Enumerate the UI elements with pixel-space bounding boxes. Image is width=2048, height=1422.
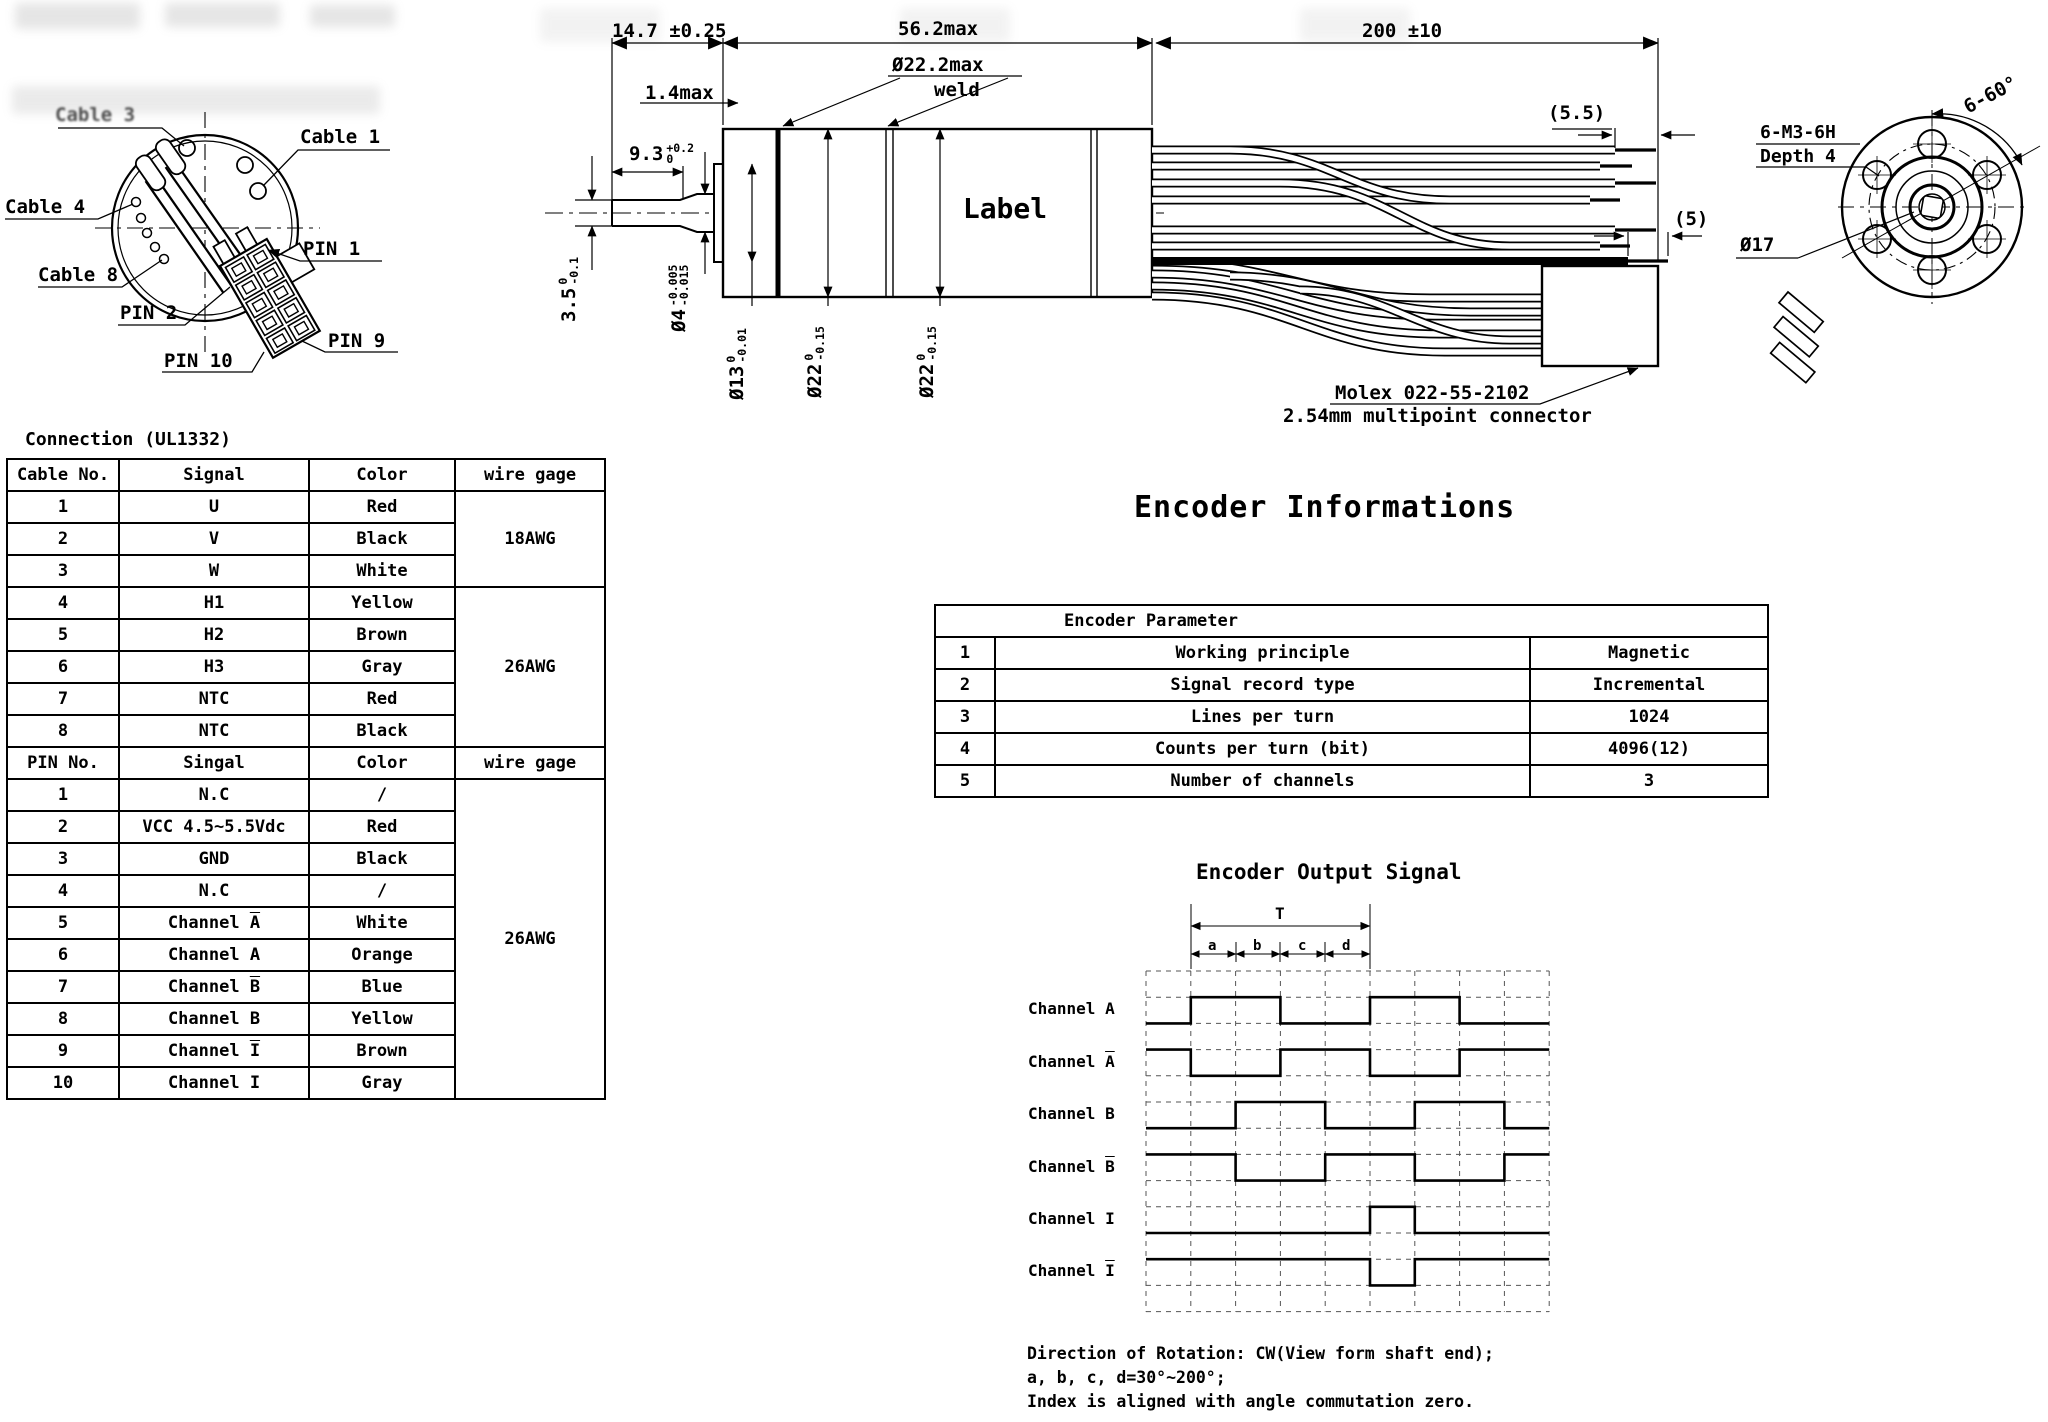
dim-200: 200 ±10 bbox=[1362, 20, 1443, 42]
motor-wire-bundle bbox=[1152, 150, 1668, 261]
signal-cell: H3 bbox=[119, 651, 309, 683]
param-name-cell: Number of channels bbox=[995, 765, 1530, 797]
encoder-parameter-table bbox=[934, 604, 1769, 798]
dim-1-4: 1.4max bbox=[645, 82, 714, 104]
pin-row bbox=[7, 779, 605, 811]
param-table-title-cell: Encoder Parameter bbox=[935, 605, 1768, 637]
pin-no-cell: 9 bbox=[7, 1035, 119, 1067]
header-cell: Singal bbox=[119, 747, 309, 779]
header-cell: wire gage bbox=[455, 459, 605, 491]
param-row bbox=[935, 637, 1768, 669]
period-label: T bbox=[1275, 904, 1285, 923]
timing-grid bbox=[1146, 971, 1549, 1312]
param-header-row bbox=[935, 605, 1768, 637]
channel-label: Channel I bbox=[1028, 1208, 1115, 1228]
cable-no-cell: 1 bbox=[7, 491, 119, 523]
param-no-cell: 2 bbox=[935, 669, 995, 701]
weld-label: weld bbox=[934, 79, 980, 101]
signal-cell: V bbox=[119, 523, 309, 555]
bolt-spec-label: 6-M3-6H bbox=[1760, 122, 1836, 143]
header-cell: PIN No. bbox=[7, 747, 119, 779]
header-cell: wire gage bbox=[455, 747, 605, 779]
sub-label-a: a bbox=[1208, 938, 1217, 954]
param-value-cell: Magnetic bbox=[1530, 637, 1768, 669]
waveform-4 bbox=[1146, 1154, 1549, 1180]
param-name-cell: Lines per turn bbox=[995, 701, 1530, 733]
signal-cell: Channel $\overline{A}$ bbox=[119, 907, 309, 939]
param-row bbox=[935, 669, 1768, 701]
param-name-cell: Working principle bbox=[995, 637, 1530, 669]
waveform-1 bbox=[1146, 997, 1549, 1023]
color-cell: / bbox=[309, 779, 455, 811]
param-no-cell: 5 bbox=[935, 765, 995, 797]
signal-cell: Channel B bbox=[119, 1003, 309, 1035]
pin-no-cell: 7 bbox=[7, 971, 119, 1003]
cable-no-cell: 7 bbox=[7, 683, 119, 715]
dim-13: Ø13 0 -0.01 bbox=[723, 328, 749, 400]
cable4-label: Cable 4 bbox=[5, 196, 86, 218]
note-abcd: a, b, c, d=30°~200°; bbox=[1027, 1368, 1226, 1387]
pin9-label: PIN 9 bbox=[328, 330, 386, 352]
cable-no-cell: 5 bbox=[7, 619, 119, 651]
color-cell: Blue bbox=[309, 971, 455, 1003]
encoder-parameter-container bbox=[934, 604, 1769, 798]
pin10-label: PIN 10 bbox=[164, 350, 233, 372]
color-cell: Yellow bbox=[309, 1003, 455, 1035]
channel-label: Channel $\overline{A}$ bbox=[1028, 1051, 1115, 1071]
param-name-cell: Signal record type bbox=[995, 669, 1530, 701]
color-cell: Brown bbox=[309, 619, 455, 651]
cable-row bbox=[7, 587, 605, 619]
dia17-label: Ø17 bbox=[1740, 234, 1775, 256]
waveform-5 bbox=[1146, 1207, 1549, 1233]
param-no-cell: 3 bbox=[935, 701, 995, 733]
signal-cell: NTC bbox=[119, 715, 309, 747]
param-no-cell: 4 bbox=[935, 733, 995, 765]
connection-table-title: Connection (UL1332) bbox=[25, 429, 231, 450]
sub-label-d: d bbox=[1342, 938, 1351, 954]
connection-table bbox=[6, 458, 606, 1100]
pin-no-cell: 1 bbox=[7, 779, 119, 811]
pin1-label: PIN 1 bbox=[303, 238, 361, 260]
depth-label: Depth 4 bbox=[1760, 146, 1836, 167]
pin-no-cell: 8 bbox=[7, 1003, 119, 1035]
dim-22a: Ø22 0 -0.15 bbox=[801, 326, 827, 398]
signal-cell: H2 bbox=[119, 619, 309, 651]
channel-label: Channel $\overline{I}$ bbox=[1028, 1261, 1115, 1281]
color-cell: Gray bbox=[309, 1067, 455, 1099]
connection-table-container bbox=[6, 458, 606, 1100]
angle-label: 6-60° bbox=[1960, 71, 2022, 119]
signal-cell: N.C bbox=[119, 779, 309, 811]
channel-label: Channel A bbox=[1028, 999, 1115, 1019]
color-cell: Red bbox=[309, 811, 455, 843]
pin2-label: PIN 2 bbox=[120, 302, 178, 324]
color-cell: Black bbox=[309, 715, 455, 747]
param-no-cell: 1 bbox=[935, 637, 995, 669]
pin-no-cell: 2 bbox=[7, 811, 119, 843]
pin-connector-block bbox=[210, 209, 342, 358]
gage-cell: 18AWG bbox=[455, 491, 605, 587]
signal-cell: H1 bbox=[119, 587, 309, 619]
pin-no-cell: 10 bbox=[7, 1067, 119, 1099]
dim-14-7: 14.7 ±0.25 bbox=[612, 20, 727, 42]
pin-no-cell: 3 bbox=[7, 843, 119, 875]
dim-3-5: 3.5 0 -0.1 bbox=[555, 256, 581, 322]
header-cell: Color bbox=[309, 747, 455, 779]
signal-cell: N.C bbox=[119, 875, 309, 907]
dim-5-5: (5.5) bbox=[1548, 102, 1606, 124]
molex-line2: 2.54mm multipoint connector bbox=[1283, 405, 1592, 427]
param-row bbox=[935, 701, 1768, 733]
dim-5: (5) bbox=[1674, 208, 1709, 230]
color-cell: / bbox=[309, 875, 455, 907]
dim-56-2: 56.2max bbox=[898, 18, 979, 40]
sub-label-b: b bbox=[1253, 938, 1262, 954]
param-row bbox=[935, 733, 1768, 765]
signal-cell: GND bbox=[119, 843, 309, 875]
dim-22b: Ø22 0 -0.15 bbox=[913, 326, 939, 398]
header-cell: Cable No. bbox=[7, 459, 119, 491]
molex-connector-box bbox=[1542, 266, 1658, 366]
color-cell: Brown bbox=[309, 1035, 455, 1067]
timing-traces bbox=[1146, 997, 1549, 1285]
signal-cell: U bbox=[119, 491, 309, 523]
cable8-label: Cable 8 bbox=[38, 264, 119, 286]
color-cell: Red bbox=[309, 683, 455, 715]
cable3-label: Cable 3 bbox=[55, 104, 136, 126]
color-cell: White bbox=[309, 907, 455, 939]
signal-cell: Channel A bbox=[119, 939, 309, 971]
note-index: Index is aligned with angle commutation zero. bbox=[1027, 1392, 1475, 1411]
note-rotation: Direction of Rotation: CW(View form shaft end); bbox=[1027, 1344, 1494, 1363]
encoder-informations-title: Encoder Informations bbox=[1134, 490, 1516, 525]
pin-header-row bbox=[7, 747, 605, 779]
color-cell: Red bbox=[309, 491, 455, 523]
cable-no-cell: 2 bbox=[7, 523, 119, 555]
cable-no-cell: 6 bbox=[7, 651, 119, 683]
color-cell: White bbox=[309, 555, 455, 587]
gage-cell: 26AWG bbox=[455, 779, 605, 1099]
pin-no-cell: 6 bbox=[7, 939, 119, 971]
dim-4: Ø4 -0.005 -0.015 bbox=[665, 264, 691, 332]
cable-row bbox=[7, 491, 605, 523]
signal-cell: VCC 4.5~5.5Vdc bbox=[119, 811, 309, 843]
motor-label: Label bbox=[962, 192, 1048, 225]
color-cell: Gray bbox=[309, 651, 455, 683]
param-name-cell: Counts per turn (bit) bbox=[995, 733, 1530, 765]
signal-cell: Channel $\overline{B}$ bbox=[119, 971, 309, 1003]
param-value-cell: 3 bbox=[1530, 765, 1768, 797]
waveform-6 bbox=[1146, 1259, 1549, 1285]
cable1-label: Cable 1 bbox=[300, 126, 381, 148]
encoder-output-signal-title: Encoder Output Signal bbox=[1196, 860, 1462, 884]
signal-cell: Channel $\overline{I}$ bbox=[119, 1035, 309, 1067]
channel-label: Channel B bbox=[1028, 1104, 1115, 1124]
color-cell: Yellow bbox=[309, 587, 455, 619]
dim-9-3: 9.3 +0.2 0 bbox=[629, 140, 695, 166]
signal-cell: NTC bbox=[119, 683, 309, 715]
encoder-wire-bundle bbox=[1152, 262, 1542, 352]
header-cell: Color bbox=[309, 459, 455, 491]
cable-header-row bbox=[7, 459, 605, 491]
waveform-3 bbox=[1146, 1102, 1549, 1128]
header-cell: Signal bbox=[119, 459, 309, 491]
channel-label: Channel $\overline{B}$ bbox=[1028, 1156, 1115, 1176]
cable-no-cell: 4 bbox=[7, 587, 119, 619]
color-cell: Black bbox=[309, 843, 455, 875]
signal-cell: W bbox=[119, 555, 309, 587]
signal-cell: Channel I bbox=[119, 1067, 309, 1099]
param-row bbox=[935, 765, 1768, 797]
cable-no-cell: 8 bbox=[7, 715, 119, 747]
gage-cell: 26AWG bbox=[455, 587, 605, 747]
color-cell: Black bbox=[309, 523, 455, 555]
waveform-2 bbox=[1146, 1050, 1549, 1076]
pin-no-cell: 5 bbox=[7, 907, 119, 939]
dim-22-2: Ø22.2max bbox=[892, 54, 984, 76]
cable-no-cell: 3 bbox=[7, 555, 119, 587]
param-value-cell: Incremental bbox=[1530, 669, 1768, 701]
color-cell: Orange bbox=[309, 939, 455, 971]
motor-side-view bbox=[545, 38, 1702, 404]
end-view-wires bbox=[1751, 292, 1843, 383]
param-value-cell: 1024 bbox=[1530, 701, 1768, 733]
sub-label-c: c bbox=[1298, 938, 1307, 954]
param-value-cell: 4096(12) bbox=[1530, 733, 1768, 765]
pin-no-cell: 4 bbox=[7, 875, 119, 907]
molex-line1: Molex 022-55-2102 bbox=[1335, 382, 1530, 404]
